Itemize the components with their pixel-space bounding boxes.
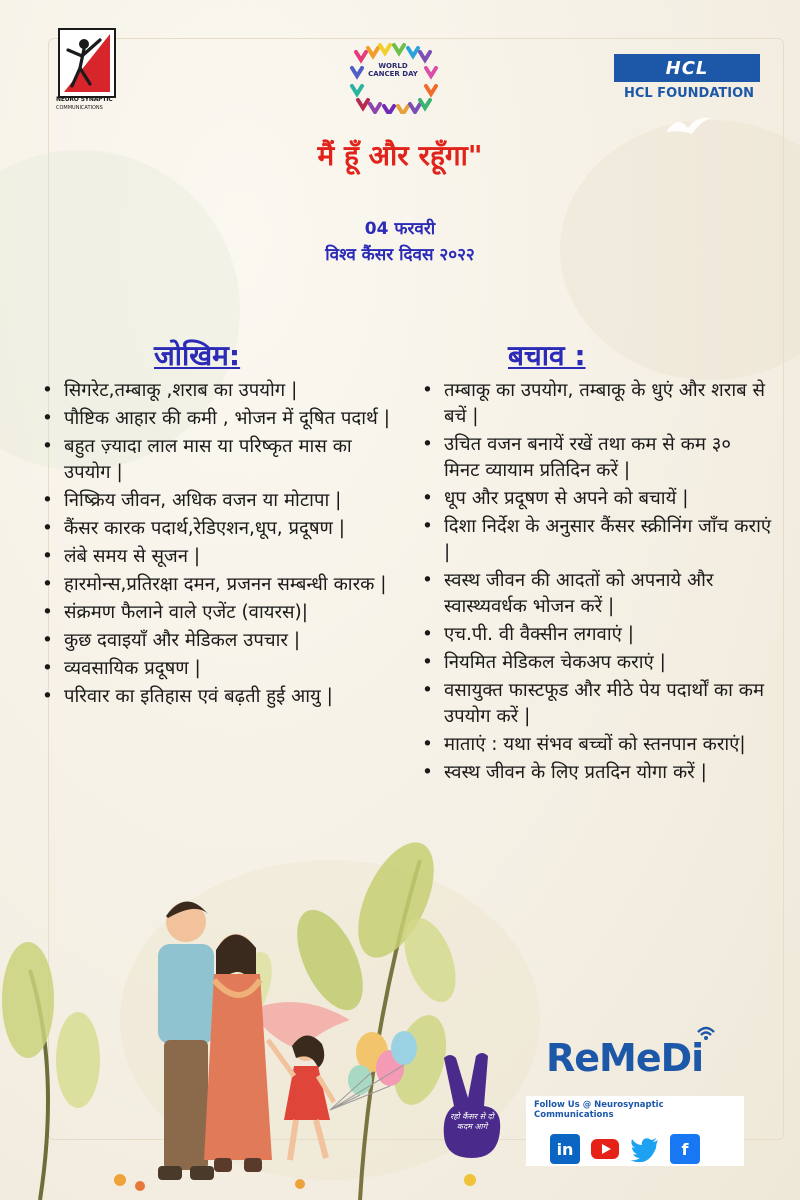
hcl-foundation-logo — [614, 54, 764, 101]
slogan-text: रहो कैंसर से दो कदम आगे — [450, 1112, 494, 1131]
list-item: • स्वस्थ जीवन के लिए प्रतदिन योगा करें | — [422, 760, 772, 786]
list-item: • बहुत ज़्यादा लाल मास या परिष्कृत मास का उपयोग | — [42, 434, 392, 486]
page-title: मैं हूँ और रहूँगा" — [317, 139, 483, 172]
list-item: • एच.पी. वी वैक्सीन लगवाएं | — [422, 622, 772, 648]
date-line: 04 फरवरी — [364, 219, 436, 239]
list-item: • उचित वजन बनायें रखें तथा कम से कम ३० मिनट व्यायाम प्रतिदिन करें | — [422, 432, 772, 484]
youtube-icon[interactable] — [590, 1134, 620, 1164]
list-item: • कुछ दवाइयाँ और मेडिकल उपचार | — [42, 628, 392, 654]
facebook-label: f — [681, 1139, 689, 1159]
list-item: • हारमोन्स,प्रतिरक्षा दमन, प्रजनन सम्बन्धी कारक | — [42, 572, 392, 598]
slogan-badge — [436, 1052, 508, 1162]
list-item: • दिशा निर्देश के अनुसार कैंसर स्क्रीनिंग जाँच कराएं | — [422, 514, 772, 566]
world-cancer-day-text: WORLD CANCER DAY — [368, 62, 418, 78]
risks-list — [42, 378, 392, 712]
risks-heading: जोखिम: — [154, 339, 241, 372]
list-item: • वसायुक्त फास्टफूड और मीठे पेय पदार्थों का कम उपयोग करें | — [422, 678, 772, 730]
signal-icon — [694, 1022, 718, 1042]
list-item: • स्वस्थ जीवन की आदतों को अपनाये और स्वास्थ्यवर्धक भोजन करें | — [422, 568, 772, 620]
prevention-list — [422, 378, 772, 788]
neurosynaptic-logo — [58, 28, 116, 114]
world-cancer-day-logo — [346, 42, 440, 114]
social-card — [526, 1096, 744, 1166]
hcl-foundation-text: HCL FOUNDATION — [623, 86, 755, 101]
social-links — [526, 1120, 744, 1164]
linkedin-icon[interactable] — [550, 1134, 580, 1164]
hcl-wordmark: HCL — [614, 54, 760, 82]
facebook-icon[interactable] — [670, 1134, 700, 1164]
event-name: विश्व कैंसर दिवस २०२२ — [325, 245, 475, 265]
neurosynaptic-name: NEURO SYNAPTIC — [56, 96, 113, 103]
list-item: • पौष्टिक आहार की कमी , भोजन में दूषित पदार्थ | — [42, 406, 392, 432]
event-date — [0, 216, 800, 268]
linkedin-label: in — [556, 1139, 574, 1159]
remedi-logo: ReMeDi — [546, 1036, 704, 1080]
list-item: • निष्क्रिय जीवन, अधिक वजन या मोटापा | — [42, 488, 392, 514]
list-item: • लंबे समय से सूजन | — [42, 544, 392, 570]
remedi-brand — [546, 1036, 746, 1080]
neurosynaptic-sub: COMMUNICATIONS — [56, 105, 103, 111]
list-item: • सिगरेट,तम्बाकू ,शराब का उपयोग | — [42, 378, 392, 404]
twitter-icon[interactable] — [630, 1134, 660, 1164]
prevention-heading: बचाव : — [508, 339, 586, 372]
list-item: • संक्रमण फैलाने वाले एजेंट (वायरस)| — [42, 600, 392, 626]
list-item: • नियमित मेडिकल चेकअप कराएं | — [422, 650, 772, 676]
follow-text: Follow Us @ Neurosynaptic Communications — [534, 1100, 664, 1120]
list-item: • माताएं : यथा संभव बच्चों को स्तनपान कराएं| — [422, 732, 772, 758]
list-item: • व्यवसायिक प्रदूषण | — [42, 656, 392, 682]
list-item: • परिवार का इतिहास एवं बढ़ती हुई आयु | — [42, 684, 392, 710]
list-item: • कैंसर कारक पदार्थ,रेडिएशन,धूप, प्रदूषण | — [42, 516, 392, 542]
list-item: • तम्बाकू का उपयोग, तम्बाकू के धुएं और शराब से बचें | — [422, 378, 772, 430]
list-item: • धूप और प्रदूषण से अपने को बचायें | — [422, 486, 772, 512]
